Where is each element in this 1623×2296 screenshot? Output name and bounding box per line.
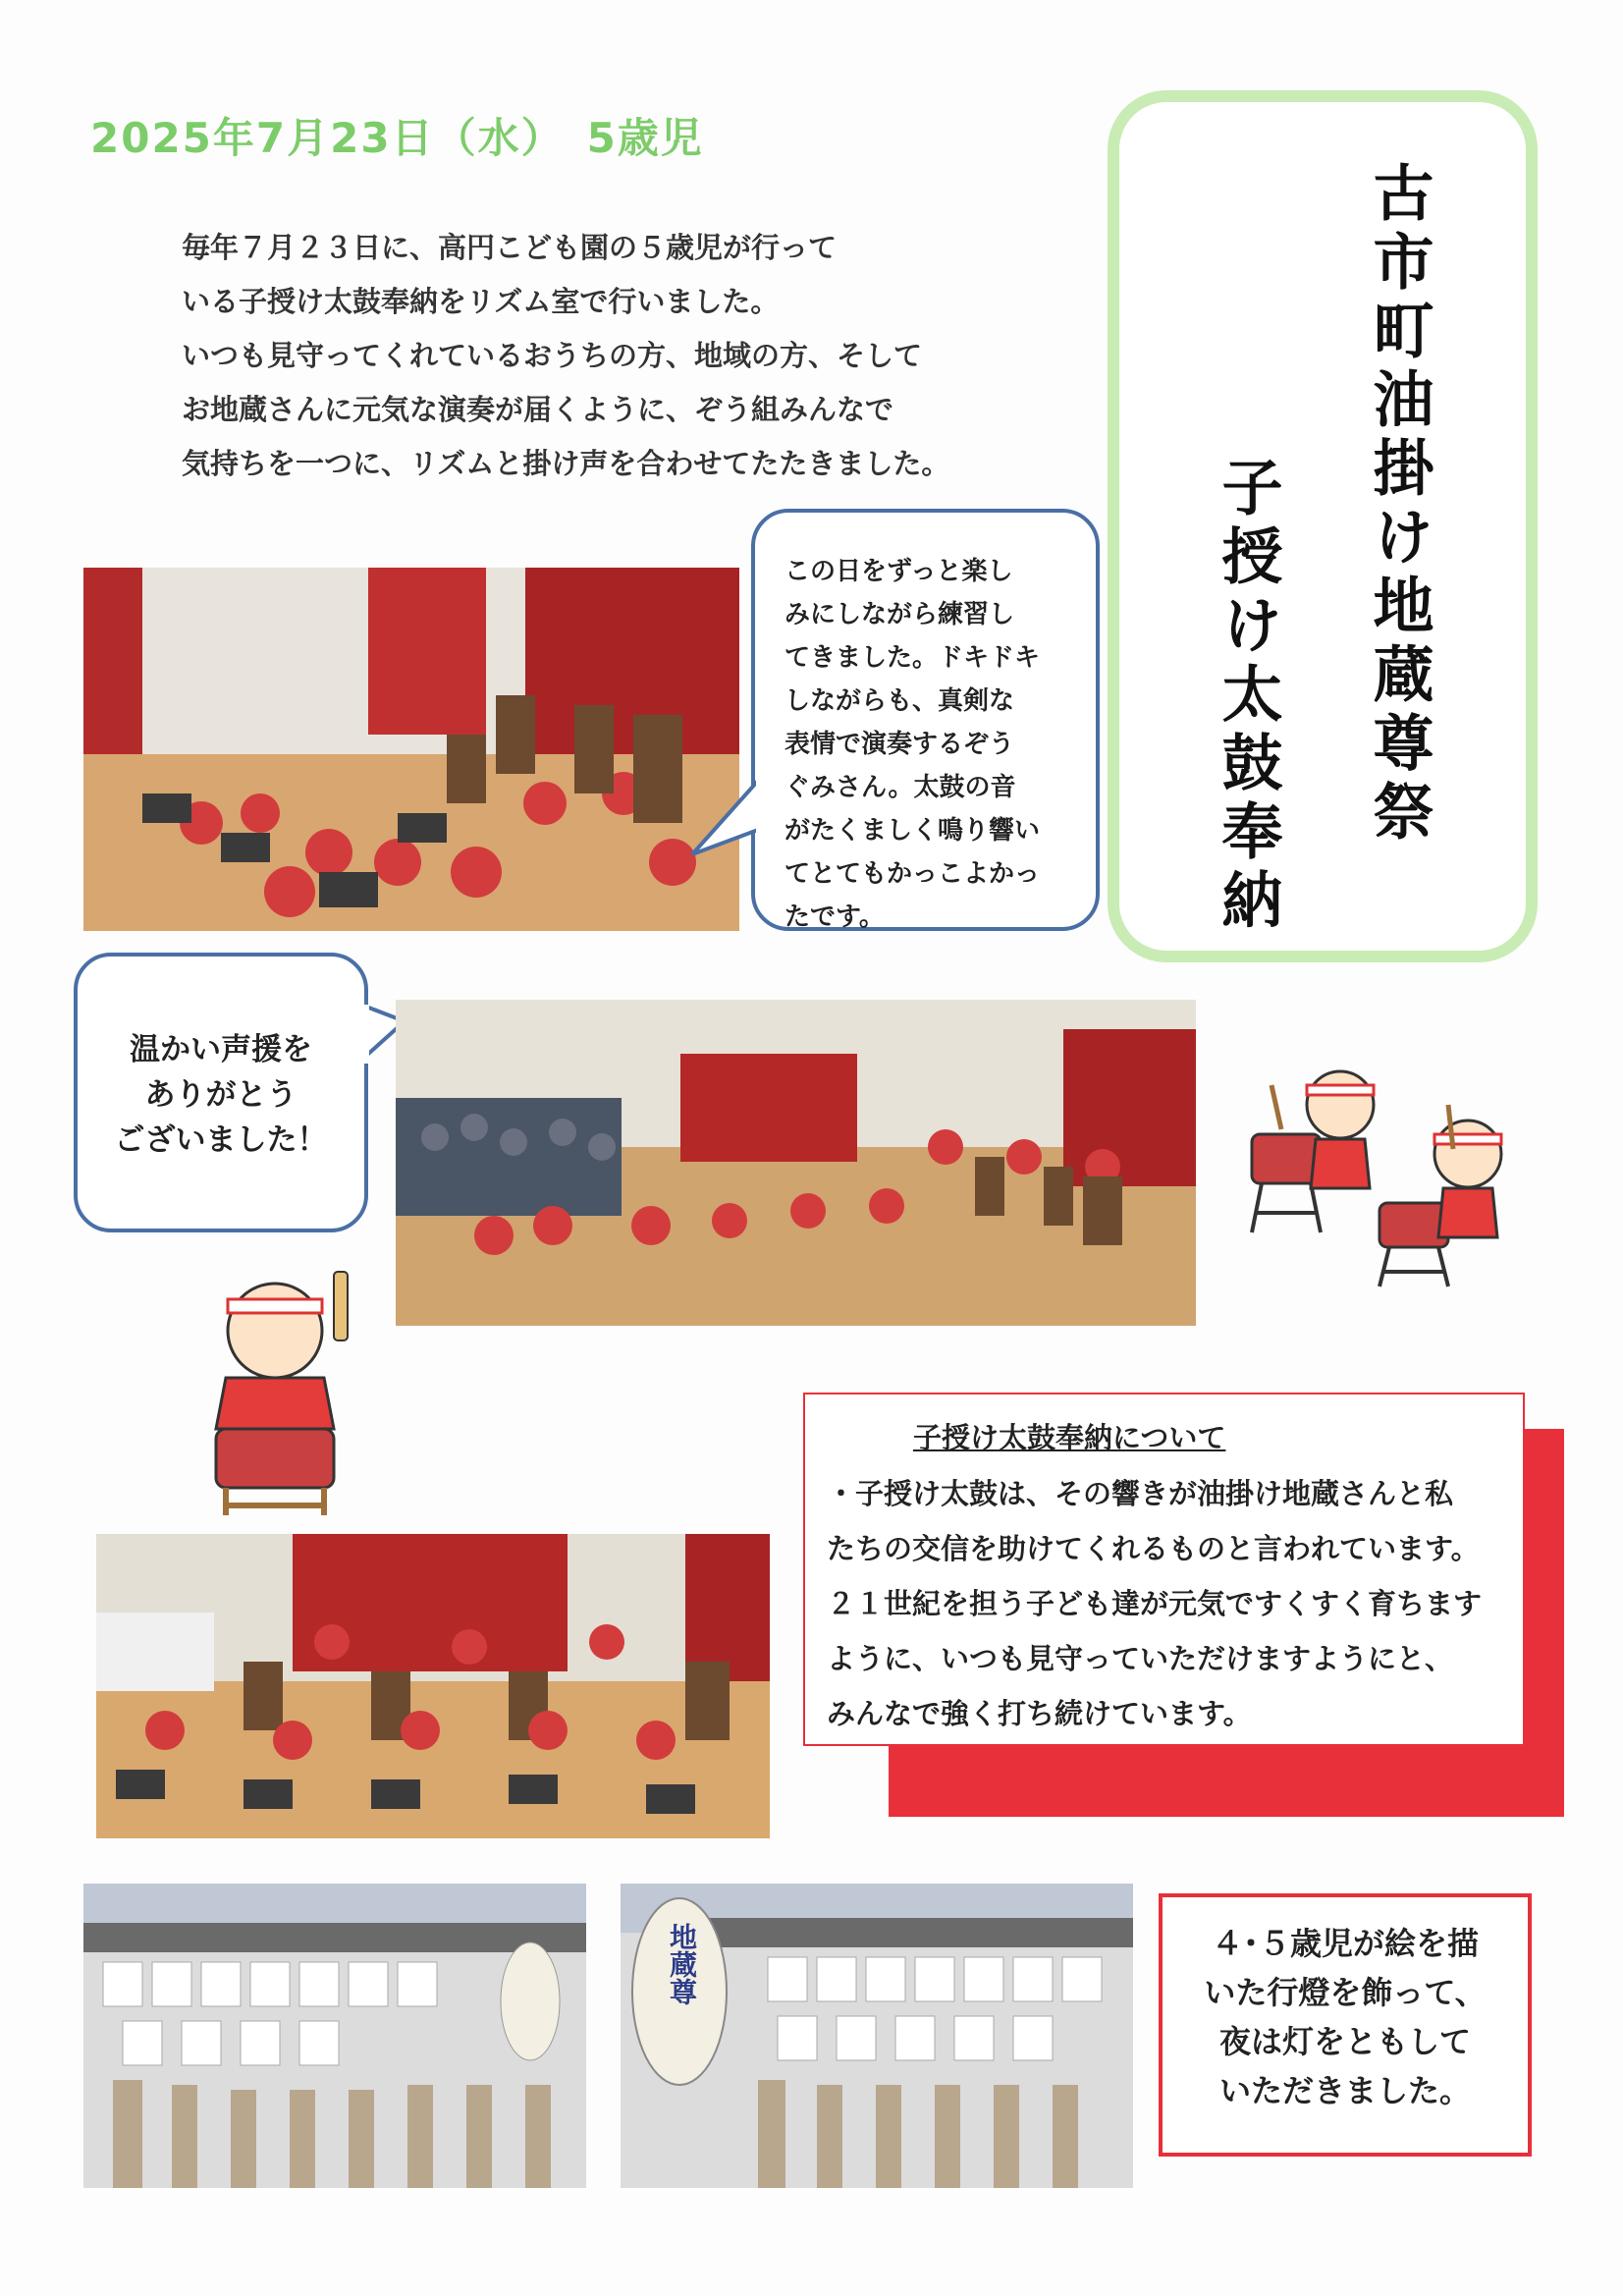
date-heading: 2025年7月23日（水） 5歳児 bbox=[90, 114, 704, 162]
sub-title: 子授け太鼓奉納 bbox=[1212, 456, 1283, 937]
photo-lanterns-1 bbox=[83, 1884, 586, 2188]
speech-bubble-practice bbox=[751, 509, 1100, 931]
info-line: ように、いつも見守っていただけますようにと、 bbox=[827, 1642, 1454, 1675]
photo-audience-view bbox=[396, 1000, 1196, 1326]
lantern-note-box bbox=[1159, 1893, 1532, 2157]
lantern-note-line: 夜は灯をともして bbox=[1218, 2023, 1471, 2060]
bubble-line: てとてもかっこよかっ bbox=[784, 859, 1041, 889]
bubble-line: てきました。ドキドキ bbox=[784, 643, 1041, 673]
intro-line: 毎年７月２３日に、高円こども園の５歳児が行って bbox=[182, 231, 838, 264]
photo-lanterns-2 bbox=[621, 1884, 1133, 2188]
info-text bbox=[827, 1466, 1505, 1741]
speech-bubble-thanks bbox=[74, 953, 368, 1232]
intro-line: いる子授け太鼓奉納をリズム室で行いました。 bbox=[182, 285, 780, 318]
photo-drumming-performance-2 bbox=[96, 1534, 770, 1838]
drummer-kid-illustration bbox=[177, 1262, 373, 1517]
intro-line: お地蔵さんに元気な演奏が届くように、ぞう組みんなで bbox=[182, 393, 894, 426]
bubble-line: この日をずっと楽し bbox=[784, 557, 1013, 586]
info-line: ・子授け太鼓は、その響きが油掛け地蔵さんと私 bbox=[827, 1477, 1454, 1510]
bubble-line: 温かい声援を bbox=[130, 1032, 312, 1067]
bubble-line: たです。 bbox=[784, 902, 885, 932]
bubble-line: ありがとう bbox=[144, 1077, 298, 1113]
speech-bubble-tail bbox=[687, 776, 761, 864]
lantern-sign: 地蔵尊 bbox=[666, 1923, 698, 2005]
drummer-kids-illustration bbox=[1242, 1056, 1537, 1291]
intro-line: 気持ちを一つに、リズムと掛け声を合わせてたたきました。 bbox=[182, 447, 950, 480]
bubble-line: ございました！ bbox=[114, 1122, 328, 1158]
bubble-line: がたくましく鳴り響い bbox=[784, 816, 1041, 846]
photo-drumming-performance-1 bbox=[83, 568, 739, 931]
bubble-line: みにしながら練習し bbox=[784, 600, 1015, 629]
main-title: 古市町油掛け地蔵尊祭 bbox=[1363, 161, 1434, 848]
info-line: ２１世紀を担う子ども達が元気ですくすく育ちます bbox=[827, 1587, 1483, 1620]
info-line: たちの交信を助けてくれるものと言われています。 bbox=[827, 1532, 1480, 1565]
lantern-note-line: いた行燈を飾って、 bbox=[1204, 1974, 1487, 2011]
bubble-line: 表情で演奏するぞう bbox=[784, 730, 1015, 759]
bubble-line: ぐみさん。太鼓の音 bbox=[784, 773, 1016, 802]
title-box bbox=[1108, 90, 1538, 962]
lantern-note-line: ４･５歳児が絵を描 bbox=[1211, 1925, 1479, 1962]
lantern-note-line: いただきました。 bbox=[1218, 2072, 1471, 2109]
info-line: みんなで強く打ち続けています。 bbox=[827, 1697, 1252, 1730]
bubble-line: しながらも、真剣な bbox=[784, 686, 1015, 716]
intro-line: いつも見守ってくれているおうちの方、地域の方、そして bbox=[182, 339, 923, 372]
intro-paragraph bbox=[182, 221, 997, 491]
info-box bbox=[803, 1393, 1525, 1746]
info-title: 子授け太鼓奉納について bbox=[913, 1421, 1226, 1454]
